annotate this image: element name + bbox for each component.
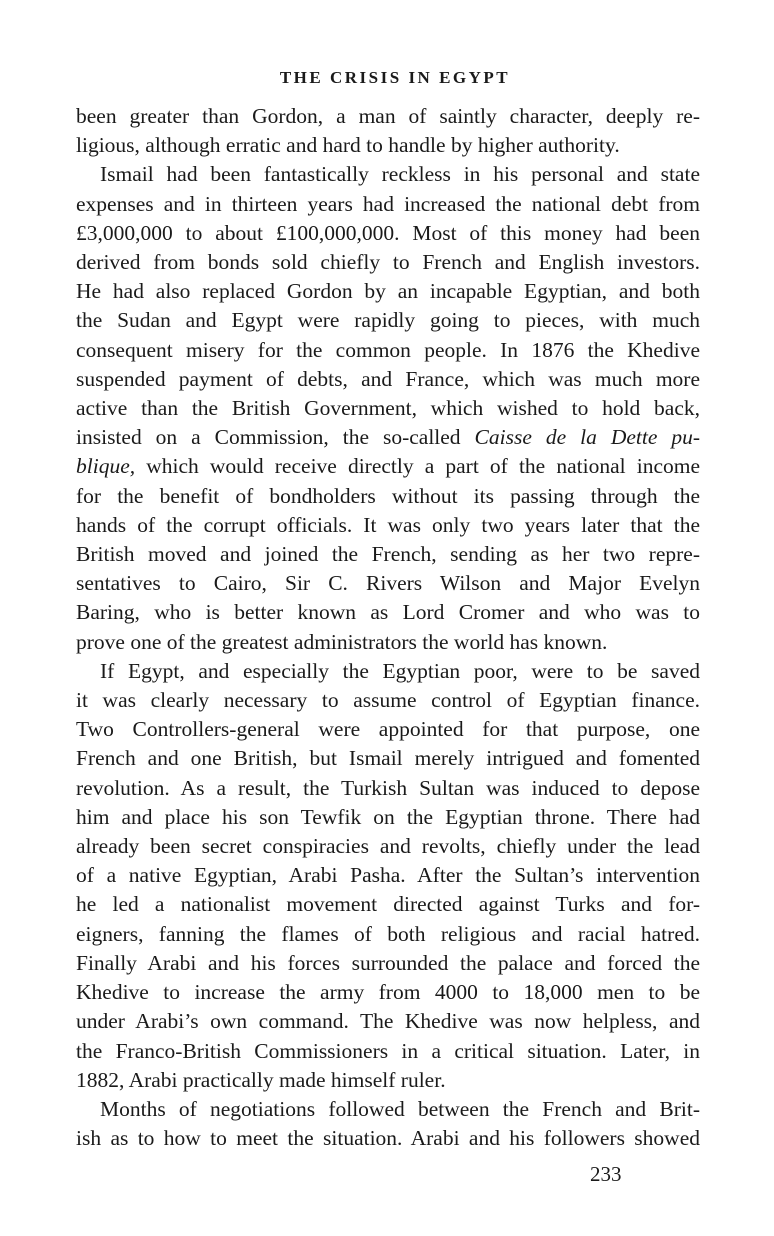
text-line: ish as to how to meet the situation. Arabi and his followers showed — [76, 1126, 700, 1151]
text-line: the Franco-British Commissioners in a critical situation. Later, in — [76, 1038, 700, 1063]
text-line: suspended payment of debts, and France, which was much more — [76, 366, 700, 391]
text-line-with-italic — [76, 452, 700, 481]
text-line: prove one of the greatest administrators the world has known. — [76, 629, 608, 654]
text-line: British moved and joined the French, sending as her two repre- — [76, 542, 700, 567]
paragraph-3 — [76, 657, 700, 1095]
text-line: Khedive to increase the army from 4000 to 18,000 men to be — [76, 980, 700, 1005]
paragraph-4 — [76, 1095, 700, 1153]
text-segment: insisted on a Commission, the so-called — [76, 425, 461, 450]
text-line: French and one British, but Ismail merely intrigued and fomented — [76, 746, 700, 771]
text-line: under Arabi’s own command. The Khedive was now helpless, and — [76, 1009, 700, 1034]
text-line: Finally Arabi and his forces surrounded the palace and forced the — [76, 950, 700, 975]
text-line: If Egypt, and especially the Egyptian poor, were to be saved — [100, 658, 700, 683]
running-head: THE CRISIS IN EGYPT — [279, 68, 511, 87]
text-line: ligious, although erratic and hard to handle by higher authority. — [76, 133, 620, 158]
text-line: hands of the corrupt officials. It was only two years later that the — [76, 512, 700, 537]
book-page — [76, 62, 700, 1153]
text-line: £3,000,000 to about £100,000,000. Most of this money had been — [76, 220, 700, 245]
text-line: consequent misery for the common people. In 1876 the Khedive — [76, 337, 700, 362]
text-line: Ismail had been fantastically reckless in his personal and state — [100, 162, 700, 187]
text-line: of a native Egyptian, Arabi Pasha. After the Sultan’s intervention — [76, 863, 700, 888]
text-line: for the benefit of bondholders without its passing through the — [76, 483, 700, 508]
text-line: him and place his son Tewfik on the Egyptian throne. There had — [76, 804, 700, 829]
text-line: been greater than Gordon, a man of saintly character, deeply re- — [76, 104, 700, 128]
text-line-with-italic — [76, 423, 700, 452]
text-line: sentatives to Cairo, Sir C. Rivers Wilson and Major Evelyn — [76, 571, 700, 596]
paragraph-2 — [76, 160, 700, 656]
text-line: Two Controllers-general were appointed for that purpose, one — [76, 717, 700, 742]
text-segment: which would receive directly a part of the national income — [146, 454, 700, 479]
text-line: expenses and in thirteen years had increased the national debt from — [76, 191, 700, 216]
text-line: already been secret conspiracies and revolts, chiefly under the lead — [76, 834, 700, 859]
text-line: active than the British Government, which wished to hold back, — [76, 396, 700, 421]
text-line: He had also replaced Gordon by an incapable Egyptian, and both — [76, 279, 700, 304]
text-line: he led a nationalist movement directed against Turks and for- — [76, 892, 700, 917]
text-line: 1882, Arabi practically made himself ruler. — [76, 1067, 446, 1092]
text-line: eigners, fanning the flames of both religious and racial hatred. — [76, 921, 700, 946]
text-line: it was clearly necessary to assume control of Egyptian finance. — [76, 688, 700, 713]
text-line: Months of negotiations followed between the French and Brit- — [100, 1096, 700, 1121]
text-line: derived from bonds sold chiefly to French and English investors. — [76, 250, 700, 275]
page-number: 233 — [590, 1162, 622, 1186]
text-line: revolution. As a result, the Turkish Sultan was induced to depose — [76, 775, 700, 800]
italic-term: Caisse de la Dette pu- — [474, 425, 701, 450]
text-line: the Sudan and Egypt were rapidly going to pieces, with much — [76, 308, 700, 333]
text-line: Baring, who is better known as Lord Cromer and who was to — [76, 600, 700, 625]
italic-term-continued: blique, — [76, 454, 136, 479]
paragraph-1 — [76, 102, 700, 160]
